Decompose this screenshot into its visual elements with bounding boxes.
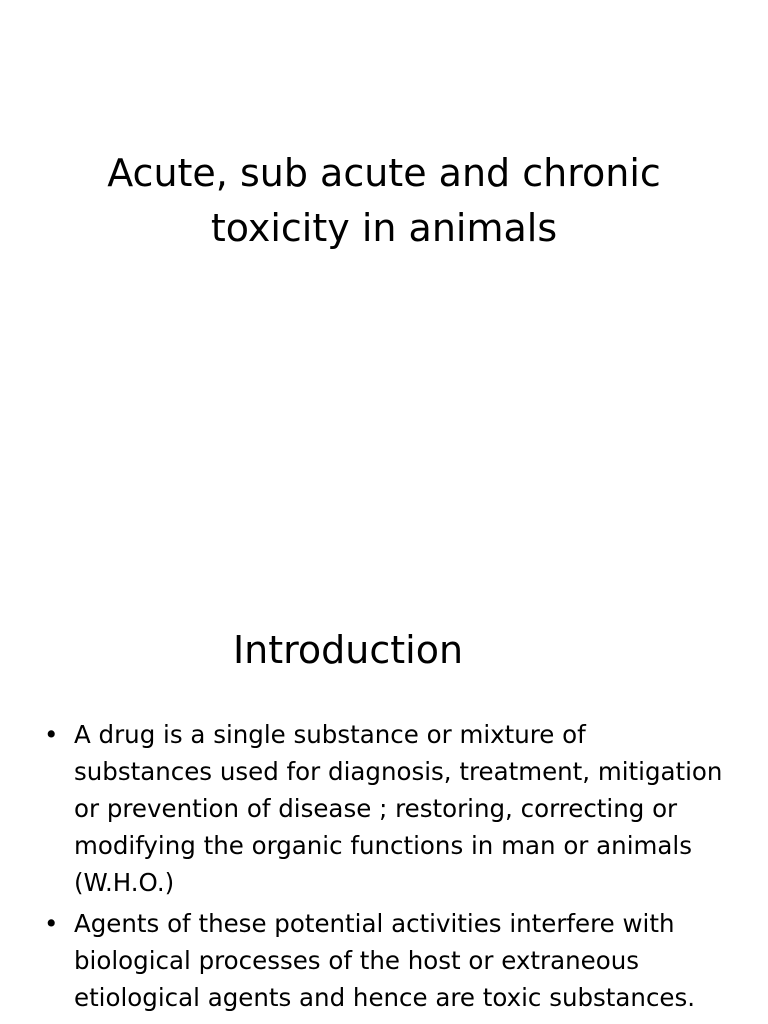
introduction-slide	[0, 576, 768, 1024]
bullet-icon: •	[44, 909, 59, 938]
bullet-icon: •	[44, 720, 59, 749]
bullet-text: Agents of these potential activities interfere with biological processes of the host or extraneous etiological agents and hence are toxic substances.	[74, 909, 696, 1012]
bullet-list	[38, 716, 728, 1020]
section-heading: Introduction	[232, 628, 464, 672]
list-item	[38, 716, 728, 901]
list-item	[38, 905, 728, 1016]
bullet-text: A drug is a single substance or mixture of substances used for diagnosis, treatment, mitigation or prevention of disease ; restoring, correcting or modifying the organic functions in man or animals (W.H.O.)	[74, 720, 723, 897]
slide-title: Acute, sub acute and chronic toxicity in animals	[107, 151, 661, 250]
